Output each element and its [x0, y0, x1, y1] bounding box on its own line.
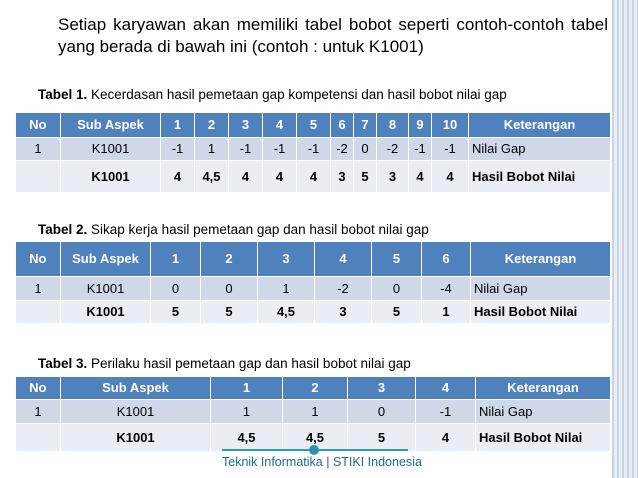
table-cell: K1001 — [61, 276, 151, 300]
table-header-cell: 5 — [297, 113, 331, 137]
table2 — [15, 242, 611, 324]
table-cell: -1 — [229, 137, 263, 160]
table2-caption-text: Sikap kerja hasil pemetaan gap dan hasil bobot nilai gap — [87, 222, 429, 237]
table-header-cell: No — [16, 242, 61, 276]
table-row — [16, 300, 611, 323]
table-cell: 4,5 — [283, 423, 348, 451]
table-cell-keterangan: Nilai Gap — [469, 137, 611, 160]
table2-caption-label: Tabel 2. — [38, 222, 88, 237]
table-header-cell: 6 — [422, 242, 471, 276]
table-cell: K1001 — [61, 137, 161, 160]
table-header-cell: 9 — [409, 113, 432, 137]
table-header-cell: 2 — [201, 242, 258, 276]
table2-header-row — [16, 242, 611, 276]
table-cell: -2 — [377, 137, 409, 160]
table-cell: 1 — [211, 399, 283, 423]
table-cell: -2 — [315, 276, 372, 300]
table-cell: 4 — [409, 160, 432, 192]
table-header-cell: 5 — [372, 242, 422, 276]
table1 — [15, 113, 611, 193]
table-cell: K1001 — [61, 300, 151, 323]
table-cell: 0 — [348, 399, 416, 423]
footer — [222, 455, 422, 469]
table-header-cell: Sub Aspek — [61, 242, 151, 276]
table3-caption — [38, 356, 411, 371]
table-cell: 1 — [16, 137, 61, 160]
table-header-cell: No — [16, 113, 61, 137]
table-cell-keterangan: Nilai Gap — [471, 276, 611, 300]
table-cell: 1 — [16, 399, 61, 423]
table-cell: -4 — [422, 276, 471, 300]
table-cell-keterangan: Hasil Bobot Nilai — [471, 300, 611, 323]
table2-caption — [38, 222, 429, 237]
table-row — [16, 276, 611, 300]
table-header-cell: 1 — [161, 113, 195, 137]
table-header-cell: 2 — [195, 113, 229, 137]
table-cell: -1 — [409, 137, 432, 160]
table-cell: 4,5 — [211, 423, 283, 451]
footer-department: Teknik Informatika — [222, 455, 323, 469]
table-row — [16, 160, 611, 192]
table-header-cell: Keterangan — [469, 113, 611, 137]
table-cell: 1 — [16, 276, 61, 300]
table-header-cell: 3 — [258, 242, 315, 276]
table-cell — [16, 300, 61, 323]
table-cell: 5 — [372, 300, 422, 323]
table-header-cell: No — [16, 377, 61, 399]
footer-dot — [309, 445, 319, 455]
table-cell: 5 — [201, 300, 258, 323]
table-header-cell: 7 — [354, 113, 377, 137]
table-cell: K1001 — [61, 160, 161, 192]
table-header-cell: 10 — [432, 113, 469, 137]
footer-institution: STIKI Indonesia — [332, 455, 422, 469]
table-cell: -1 — [263, 137, 297, 160]
table-cell: 5 — [348, 423, 416, 451]
table-cell — [16, 160, 61, 192]
table-cell: K1001 — [61, 423, 211, 451]
table-cell: 3 — [377, 160, 409, 192]
table-row — [16, 399, 611, 423]
table-cell: 4 — [432, 160, 469, 192]
table-cell: 0 — [372, 276, 422, 300]
table-header-cell: Keterangan — [476, 377, 611, 399]
table-cell: 4 — [263, 160, 297, 192]
table-cell: K1001 — [61, 399, 211, 423]
table-header-cell: 3 — [348, 377, 416, 399]
table-cell: 0 — [151, 276, 201, 300]
table-cell: 5 — [354, 160, 377, 192]
table-header-cell: 1 — [151, 242, 201, 276]
table-cell: 0 — [201, 276, 258, 300]
table-header-cell: 2 — [283, 377, 348, 399]
table-cell: -2 — [331, 137, 354, 160]
table-header-cell: 3 — [229, 113, 263, 137]
table-cell — [16, 423, 61, 451]
table3-caption-label: Tabel 3. — [38, 356, 88, 371]
table-header-cell: Keterangan — [471, 242, 611, 276]
table-cell-keterangan: Hasil Bobot Nilai — [476, 423, 611, 451]
table-cell: 4 — [416, 423, 476, 451]
table-cell: 1 — [258, 276, 315, 300]
table1-caption — [38, 87, 507, 102]
table1-caption-text: Kecerdasan hasil pemetaan gap kompetensi dan hasil bobot nilai gap — [87, 87, 507, 102]
table-cell: 3 — [331, 160, 354, 192]
table-cell: -1 — [297, 137, 331, 160]
table-header-cell: 4 — [416, 377, 476, 399]
table-cell: 4,5 — [258, 300, 315, 323]
table-cell: -1 — [416, 399, 476, 423]
table-header-cell: 6 — [331, 113, 354, 137]
table-cell: 4,5 — [195, 160, 229, 192]
table-cell-keterangan: Nilai Gap — [476, 399, 611, 423]
table-row — [16, 137, 611, 160]
decorative-stripes — [612, 0, 638, 478]
table-cell: 1 — [283, 399, 348, 423]
table-cell: -1 — [432, 137, 469, 160]
table-header-cell: 1 — [211, 377, 283, 399]
table-header-cell: 8 — [377, 113, 409, 137]
table-cell: 0 — [354, 137, 377, 160]
table-header-cell: 4 — [263, 113, 297, 137]
table1-header-row — [16, 113, 611, 137]
table-cell: 1 — [422, 300, 471, 323]
table3-header-row — [16, 377, 611, 399]
table-cell: 4 — [229, 160, 263, 192]
table3-caption-text: Perilaku hasil pemetaan gap dan hasil bobot nilai gap — [87, 356, 411, 371]
table-cell: 1 — [195, 137, 229, 160]
table-cell: -1 — [161, 137, 195, 160]
footer-separator: | — [326, 455, 330, 469]
table-cell: 5 — [151, 300, 201, 323]
table-cell-keterangan: Hasil Bobot Nilai — [469, 160, 611, 192]
table-header-cell: Sub Aspek — [61, 113, 161, 137]
table-cell: 4 — [297, 160, 331, 192]
table-cell: 4 — [161, 160, 195, 192]
table-cell: 3 — [315, 300, 372, 323]
intro-paragraph: Setiap karyawan akan memiliki tabel bobot seperti contoh-contoh tabel yang berada di bawah ini (contoh : untuk K1001) — [58, 15, 608, 56]
table-header-cell: Sub Aspek — [61, 377, 211, 399]
table-header-cell: 4 — [315, 242, 372, 276]
table1-caption-label: Tabel 1. — [38, 87, 88, 102]
table3 — [15, 377, 611, 452]
